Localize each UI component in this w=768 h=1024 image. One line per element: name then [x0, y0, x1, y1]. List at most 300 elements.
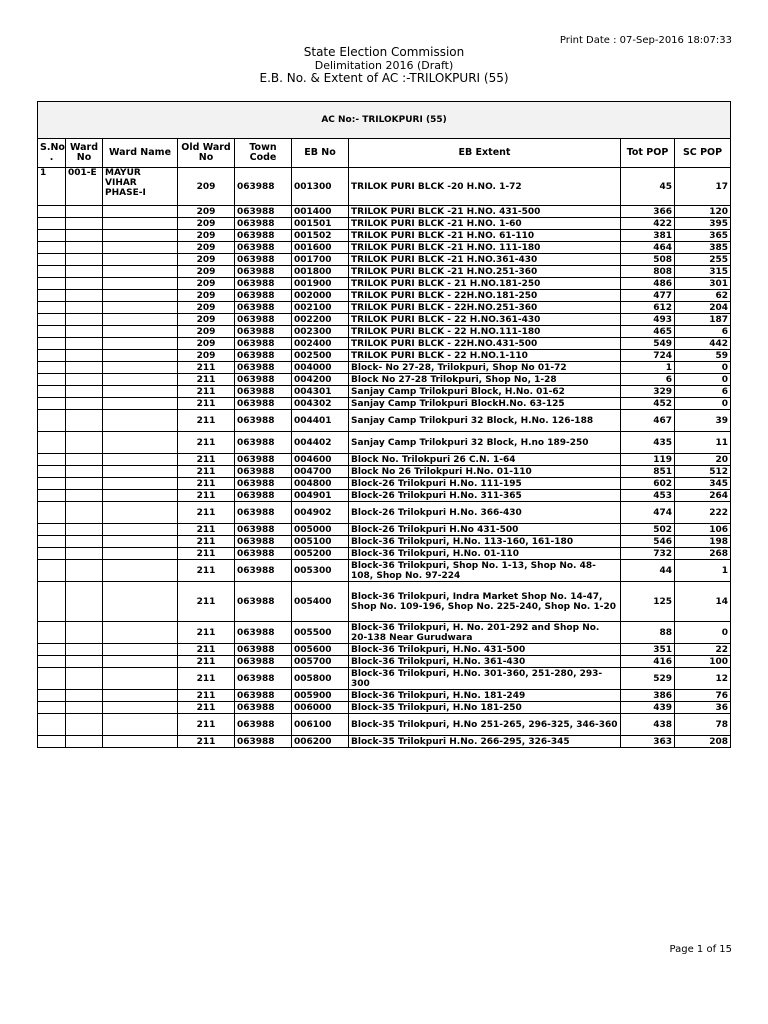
cell-tot-pop: 502 — [621, 524, 675, 536]
cell-eb-no: 005600 — [292, 644, 349, 656]
cell-eb-extent: TRILOK PURI BLCK - 21 H.NO.181-250 — [349, 278, 621, 290]
cell-sc-pop: 442 — [675, 338, 731, 350]
cell-tot-pop: 88 — [621, 622, 675, 644]
table-row — [38, 338, 731, 350]
cell-town-code: 063988 — [235, 206, 292, 218]
table-row — [38, 362, 731, 374]
cell-old-ward-no: 209 — [178, 242, 235, 254]
page-number: Page 1 of 15 — [669, 944, 732, 955]
cell-sc-pop: 0 — [675, 398, 731, 410]
cell-eb-extent: Block-36 Trilokpuri, H.No. 301-360, 251-280, 293-300 — [349, 668, 621, 690]
table-row — [38, 290, 731, 302]
cell-eb-no: 006100 — [292, 714, 349, 736]
cell-ward-no — [66, 736, 103, 748]
cell-ward-no — [66, 536, 103, 548]
cell-old-ward-no: 211 — [178, 690, 235, 702]
table-row — [38, 410, 731, 432]
cell-sno — [38, 350, 66, 362]
cell-sno — [38, 502, 66, 524]
cell-ward-no — [66, 350, 103, 362]
cell-tot-pop: 435 — [621, 432, 675, 454]
cell-eb-extent: Block-36 Trilokpuri, H.No. 431-500 — [349, 644, 621, 656]
table-row — [38, 230, 731, 242]
cell-sc-pop: 6 — [675, 326, 731, 338]
cell-old-ward-no: 211 — [178, 536, 235, 548]
cell-ward-name: MAYUR VIHAR PHASE-I — [103, 168, 178, 206]
cell-sc-pop: 268 — [675, 548, 731, 560]
table-row — [38, 278, 731, 290]
cell-old-ward-no: 211 — [178, 622, 235, 644]
cell-old-ward-no: 211 — [178, 714, 235, 736]
table-row — [38, 314, 731, 326]
table-row — [38, 690, 731, 702]
cell-tot-pop: 416 — [621, 656, 675, 668]
col-sc-pop: SC POP — [675, 139, 731, 168]
cell-sno — [38, 690, 66, 702]
cell-sc-pop: 345 — [675, 478, 731, 490]
cell-old-ward-no: 211 — [178, 548, 235, 560]
cell-ward-no — [66, 314, 103, 326]
table-row — [38, 490, 731, 502]
cell-old-ward-no: 209 — [178, 168, 235, 206]
cell-ward-name — [103, 386, 178, 398]
cell-ward-name — [103, 362, 178, 374]
cell-town-code: 063988 — [235, 302, 292, 314]
cell-sc-pop: 222 — [675, 502, 731, 524]
cell-ward-no — [66, 466, 103, 478]
cell-ward-no — [66, 478, 103, 490]
cell-eb-no: 005200 — [292, 548, 349, 560]
cell-sc-pop: 6 — [675, 386, 731, 398]
cell-eb-no: 001300 — [292, 168, 349, 206]
col-old-ward-no: Old Ward No — [178, 139, 235, 168]
cell-eb-extent: TRILOK PURI BLCK - 22 H.NO.361-430 — [349, 314, 621, 326]
cell-eb-extent: TRILOK PURI BLCK - 22H.NO.431-500 — [349, 338, 621, 350]
table-row — [38, 302, 731, 314]
cell-town-code: 063988 — [235, 668, 292, 690]
table-row — [38, 466, 731, 478]
cell-old-ward-no: 211 — [178, 374, 235, 386]
cell-eb-extent: Block-36 Trilokpuri, H.No. 361-430 — [349, 656, 621, 668]
cell-ward-name — [103, 230, 178, 242]
table-row — [38, 478, 731, 490]
cell-sno: 1 — [38, 168, 66, 206]
cell-sno — [38, 338, 66, 350]
cell-tot-pop: 422 — [621, 218, 675, 230]
cell-old-ward-no: 211 — [178, 582, 235, 622]
cell-sc-pop: 395 — [675, 218, 731, 230]
cell-town-code: 063988 — [235, 326, 292, 338]
cell-ward-name — [103, 736, 178, 748]
cell-ward-name — [103, 206, 178, 218]
cell-eb-extent: Block-36 Trilokpuri, H. No. 201-292 and Shop No. 20-138 Near Gurudwara — [349, 622, 621, 644]
report-subtitle: Delimitation 2016 (Draft) — [314, 59, 454, 72]
ac-label: AC No:- TRILOKPURI (55) — [38, 102, 731, 139]
table-row — [38, 582, 731, 622]
cell-ward-no — [66, 254, 103, 266]
cell-old-ward-no: 211 — [178, 656, 235, 668]
cell-old-ward-no: 211 — [178, 432, 235, 454]
cell-town-code: 063988 — [235, 702, 292, 714]
cell-town-code: 063988 — [235, 582, 292, 622]
cell-eb-extent: Block-36 Trilokpuri, H.No. 181-249 — [349, 690, 621, 702]
cell-ward-name — [103, 536, 178, 548]
cell-eb-no: 004302 — [292, 398, 349, 410]
cell-ward-no — [66, 266, 103, 278]
cell-ward-no — [66, 374, 103, 386]
cell-town-code: 063988 — [235, 168, 292, 206]
cell-ward-name — [103, 398, 178, 410]
cell-old-ward-no: 211 — [178, 560, 235, 582]
table-row — [38, 374, 731, 386]
cell-eb-no: 006200 — [292, 736, 349, 748]
cell-town-code: 063988 — [235, 454, 292, 466]
cell-eb-extent: Block-35 Trilokpuri H.No. 266-295, 326-345 — [349, 736, 621, 748]
cell-ward-name — [103, 702, 178, 714]
cell-sno — [38, 410, 66, 432]
cell-eb-extent: Block-26 Trilokpuri H.No. 311-365 — [349, 490, 621, 502]
cell-eb-no: 004301 — [292, 386, 349, 398]
cell-eb-extent: Block-26 Trilokpuri H.No. 111-195 — [349, 478, 621, 490]
cell-eb-no: 002200 — [292, 314, 349, 326]
cell-sno — [38, 432, 66, 454]
cell-sc-pop: 512 — [675, 466, 731, 478]
cell-sc-pop: 198 — [675, 536, 731, 548]
cell-town-code: 063988 — [235, 478, 292, 490]
table-row — [38, 326, 731, 338]
col-eb-no: EB No — [292, 139, 349, 168]
cell-old-ward-no: 209 — [178, 230, 235, 242]
table-row — [38, 714, 731, 736]
cell-old-ward-no: 209 — [178, 326, 235, 338]
cell-ward-no — [66, 410, 103, 432]
cell-eb-extent: TRILOK PURI BLCK - 22H.NO.251-360 — [349, 302, 621, 314]
cell-tot-pop: 486 — [621, 278, 675, 290]
cell-old-ward-no: 211 — [178, 410, 235, 432]
cell-old-ward-no: 211 — [178, 668, 235, 690]
cell-eb-no: 001600 — [292, 242, 349, 254]
cell-ward-no — [66, 242, 103, 254]
cell-ward-no — [66, 206, 103, 218]
cell-ward-name — [103, 218, 178, 230]
cell-eb-no: 002500 — [292, 350, 349, 362]
report-title: State Election Commission — [303, 45, 465, 59]
cell-old-ward-no: 211 — [178, 478, 235, 490]
cell-tot-pop: 808 — [621, 266, 675, 278]
cell-sno — [38, 466, 66, 478]
cell-sc-pop: 204 — [675, 302, 731, 314]
cell-eb-no: 005500 — [292, 622, 349, 644]
cell-ward-no — [66, 702, 103, 714]
cell-eb-no: 004901 — [292, 490, 349, 502]
cell-town-code: 063988 — [235, 432, 292, 454]
cell-sc-pop: 78 — [675, 714, 731, 736]
cell-sno — [38, 668, 66, 690]
table-row — [38, 536, 731, 548]
cell-tot-pop: 467 — [621, 410, 675, 432]
cell-town-code: 063988 — [235, 218, 292, 230]
cell-ward-no — [66, 582, 103, 622]
table-row — [38, 242, 731, 254]
cell-old-ward-no: 211 — [178, 454, 235, 466]
cell-sno — [38, 374, 66, 386]
cell-ward-name — [103, 302, 178, 314]
cell-town-code: 063988 — [235, 290, 292, 302]
table-row — [38, 656, 731, 668]
table-row — [38, 206, 731, 218]
cell-old-ward-no: 211 — [178, 490, 235, 502]
cell-town-code: 063988 — [235, 560, 292, 582]
cell-old-ward-no: 209 — [178, 302, 235, 314]
cell-sno — [38, 302, 66, 314]
cell-old-ward-no: 209 — [178, 338, 235, 350]
cell-old-ward-no: 211 — [178, 502, 235, 524]
col-eb-extent: EB Extent — [349, 139, 621, 168]
cell-sno — [38, 702, 66, 714]
cell-ward-no — [66, 502, 103, 524]
cell-tot-pop: 465 — [621, 326, 675, 338]
cell-sc-pop: 14 — [675, 582, 731, 622]
cell-town-code: 063988 — [235, 230, 292, 242]
cell-ward-no — [66, 668, 103, 690]
cell-eb-no: 001501 — [292, 218, 349, 230]
cell-eb-extent: TRILOK PURI BLCK -21 H.NO. 1-60 — [349, 218, 621, 230]
cell-old-ward-no: 211 — [178, 466, 235, 478]
cell-eb-extent: Block No. Trilokpuri 26 C.N. 1-64 — [349, 454, 621, 466]
cell-ward-no — [66, 326, 103, 338]
cell-ward-no: 001-E — [66, 168, 103, 206]
cell-old-ward-no: 211 — [178, 398, 235, 410]
cell-eb-extent: Block- No 27-28, Trilokpuri, Shop No 01-72 — [349, 362, 621, 374]
cell-ward-no — [66, 386, 103, 398]
cell-sc-pop: 106 — [675, 524, 731, 536]
cell-town-code: 063988 — [235, 622, 292, 644]
table-row — [38, 218, 731, 230]
cell-tot-pop: 732 — [621, 548, 675, 560]
cell-eb-no: 005000 — [292, 524, 349, 536]
cell-tot-pop: 45 — [621, 168, 675, 206]
cell-tot-pop: 529 — [621, 668, 675, 690]
cell-ward-name — [103, 582, 178, 622]
cell-sc-pop: 0 — [675, 362, 731, 374]
cell-tot-pop: 477 — [621, 290, 675, 302]
col-tot-pop: Tot POP — [621, 139, 675, 168]
cell-ward-no — [66, 560, 103, 582]
cell-eb-no: 004600 — [292, 454, 349, 466]
cell-eb-extent: Sanjay Camp Trilokpuri Block, H.No. 01-62 — [349, 386, 621, 398]
cell-ward-no — [66, 230, 103, 242]
cell-tot-pop: 366 — [621, 206, 675, 218]
cell-sc-pop: 365 — [675, 230, 731, 242]
cell-eb-extent: Sanjay Camp Trilokpuri BlockH.No. 63-125 — [349, 398, 621, 410]
cell-ward-name — [103, 524, 178, 536]
cell-ward-name — [103, 466, 178, 478]
cell-sno — [38, 524, 66, 536]
cell-ward-no — [66, 454, 103, 466]
cell-town-code: 063988 — [235, 350, 292, 362]
cell-ward-no — [66, 398, 103, 410]
cell-eb-extent: Block-36 Trilokpuri, H.No. 01-110 — [349, 548, 621, 560]
cell-eb-extent: TRILOK PURI BLCK - 22H.NO.181-250 — [349, 290, 621, 302]
cell-ward-name — [103, 502, 178, 524]
col-town-code: Town Code — [235, 139, 292, 168]
cell-sc-pop: 120 — [675, 206, 731, 218]
cell-sno — [38, 714, 66, 736]
cell-eb-no: 001800 — [292, 266, 349, 278]
cell-town-code: 063988 — [235, 386, 292, 398]
table-row — [38, 454, 731, 466]
cell-ward-name — [103, 290, 178, 302]
cell-tot-pop: 602 — [621, 478, 675, 490]
cell-ward-name — [103, 254, 178, 266]
cell-eb-no: 006000 — [292, 702, 349, 714]
cell-eb-extent: TRILOK PURI BLCK -21 H.NO.361-430 — [349, 254, 621, 266]
cell-sno — [38, 582, 66, 622]
cell-old-ward-no: 211 — [178, 386, 235, 398]
cell-eb-no: 002400 — [292, 338, 349, 350]
cell-eb-extent: TRILOK PURI BLCK -21 H.NO. 61-110 — [349, 230, 621, 242]
cell-ward-name — [103, 548, 178, 560]
cell-sno — [38, 622, 66, 644]
cell-eb-extent: TRILOK PURI BLCK -20 H.NO. 1-72 — [349, 168, 621, 206]
cell-old-ward-no: 211 — [178, 702, 235, 714]
report-titles — [0, 46, 768, 85]
cell-eb-no: 002100 — [292, 302, 349, 314]
cell-eb-no: 004902 — [292, 502, 349, 524]
cell-eb-extent: Block No 27-28 Trilokpuri, Shop No, 1-28 — [349, 374, 621, 386]
cell-sno — [38, 478, 66, 490]
cell-town-code: 063988 — [235, 548, 292, 560]
cell-eb-no: 004401 — [292, 410, 349, 432]
cell-ward-name — [103, 278, 178, 290]
cell-tot-pop: 381 — [621, 230, 675, 242]
cell-tot-pop: 363 — [621, 736, 675, 748]
cell-sno — [38, 230, 66, 242]
cell-old-ward-no: 209 — [178, 290, 235, 302]
cell-sc-pop: 36 — [675, 702, 731, 714]
cell-ward-name — [103, 242, 178, 254]
print-date: Print Date : 07-Sep-2016 18:07:33 — [559, 35, 732, 46]
cell-eb-no: 004200 — [292, 374, 349, 386]
cell-town-code: 063988 — [235, 714, 292, 736]
cell-sno — [38, 290, 66, 302]
cell-eb-extent: TRILOK PURI BLCK -21 H.NO. 431-500 — [349, 206, 621, 218]
cell-eb-extent: TRILOK PURI BLCK -21 H.NO.251-360 — [349, 266, 621, 278]
cell-sno — [38, 548, 66, 560]
cell-ward-name — [103, 432, 178, 454]
cell-sno — [38, 266, 66, 278]
cell-tot-pop: 452 — [621, 398, 675, 410]
cell-ward-name — [103, 656, 178, 668]
cell-old-ward-no: 209 — [178, 254, 235, 266]
cell-tot-pop: 851 — [621, 466, 675, 478]
cell-ward-no — [66, 644, 103, 656]
col-ward-name: Ward Name — [103, 139, 178, 168]
cell-eb-extent: Sanjay Camp Trilokpuri 32 Block, H.no 189-250 — [349, 432, 621, 454]
cell-tot-pop: 549 — [621, 338, 675, 350]
cell-ward-name — [103, 374, 178, 386]
table-row — [38, 266, 731, 278]
table-row — [38, 502, 731, 524]
cell-ward-no — [66, 690, 103, 702]
cell-sc-pop: 0 — [675, 622, 731, 644]
cell-tot-pop: 6 — [621, 374, 675, 386]
cell-eb-no: 005800 — [292, 668, 349, 690]
cell-old-ward-no: 211 — [178, 362, 235, 374]
cell-eb-no: 005100 — [292, 536, 349, 548]
cell-ward-name — [103, 266, 178, 278]
cell-ward-name — [103, 622, 178, 644]
cell-tot-pop: 464 — [621, 242, 675, 254]
cell-tot-pop: 724 — [621, 350, 675, 362]
cell-sc-pop: 264 — [675, 490, 731, 502]
table-row — [38, 398, 731, 410]
col-sno: S.No . — [38, 139, 66, 168]
table-row — [38, 622, 731, 644]
cell-eb-no: 005400 — [292, 582, 349, 622]
cell-old-ward-no: 209 — [178, 218, 235, 230]
cell-eb-no: 001502 — [292, 230, 349, 242]
cell-ward-name — [103, 314, 178, 326]
cell-sc-pop: 0 — [675, 374, 731, 386]
cell-eb-no: 004800 — [292, 478, 349, 490]
cell-sc-pop: 62 — [675, 290, 731, 302]
cell-town-code: 063988 — [235, 690, 292, 702]
cell-old-ward-no: 211 — [178, 524, 235, 536]
cell-ward-no — [66, 338, 103, 350]
cell-sc-pop: 76 — [675, 690, 731, 702]
cell-tot-pop: 508 — [621, 254, 675, 266]
cell-ward-name — [103, 560, 178, 582]
cell-sno — [38, 314, 66, 326]
table-row — [38, 350, 731, 362]
cell-town-code: 063988 — [235, 398, 292, 410]
cell-old-ward-no: 209 — [178, 206, 235, 218]
cell-eb-extent: Block-26 Trilokpuri H.No 431-500 — [349, 524, 621, 536]
cell-eb-no: 004000 — [292, 362, 349, 374]
column-header-row — [38, 139, 731, 168]
cell-sno — [38, 398, 66, 410]
cell-tot-pop: 438 — [621, 714, 675, 736]
cell-ward-no — [66, 548, 103, 560]
table-row — [38, 548, 731, 560]
cell-old-ward-no: 211 — [178, 644, 235, 656]
cell-ward-name — [103, 644, 178, 656]
cell-eb-extent: Block-36 Trilokpuri, Indra Market Shop No. 14-47, Shop No. 109-196, Shop No. 225-240, Shop No. 1-20 — [349, 582, 621, 622]
cell-eb-no: 005700 — [292, 656, 349, 668]
cell-ward-no — [66, 218, 103, 230]
cell-sc-pop: 315 — [675, 266, 731, 278]
cell-eb-extent: Sanjay Camp Trilokpuri 32 Block, H.No. 126-188 — [349, 410, 621, 432]
table-row — [38, 168, 731, 206]
cell-old-ward-no: 209 — [178, 266, 235, 278]
cell-town-code: 063988 — [235, 502, 292, 524]
cell-sc-pop: 187 — [675, 314, 731, 326]
cell-sc-pop: 12 — [675, 668, 731, 690]
cell-sc-pop: 1 — [675, 560, 731, 582]
cell-town-code: 063988 — [235, 242, 292, 254]
ac-header-row — [38, 102, 731, 139]
cell-sc-pop: 208 — [675, 736, 731, 748]
cell-eb-extent: Block-35 Trilokpuri, H.No 251-265, 296-325, 346-360 — [349, 714, 621, 736]
cell-eb-no: 002000 — [292, 290, 349, 302]
cell-town-code: 063988 — [235, 278, 292, 290]
cell-town-code: 063988 — [235, 374, 292, 386]
cell-eb-no: 002300 — [292, 326, 349, 338]
cell-town-code: 063988 — [235, 314, 292, 326]
cell-ward-name — [103, 350, 178, 362]
cell-ward-name — [103, 690, 178, 702]
